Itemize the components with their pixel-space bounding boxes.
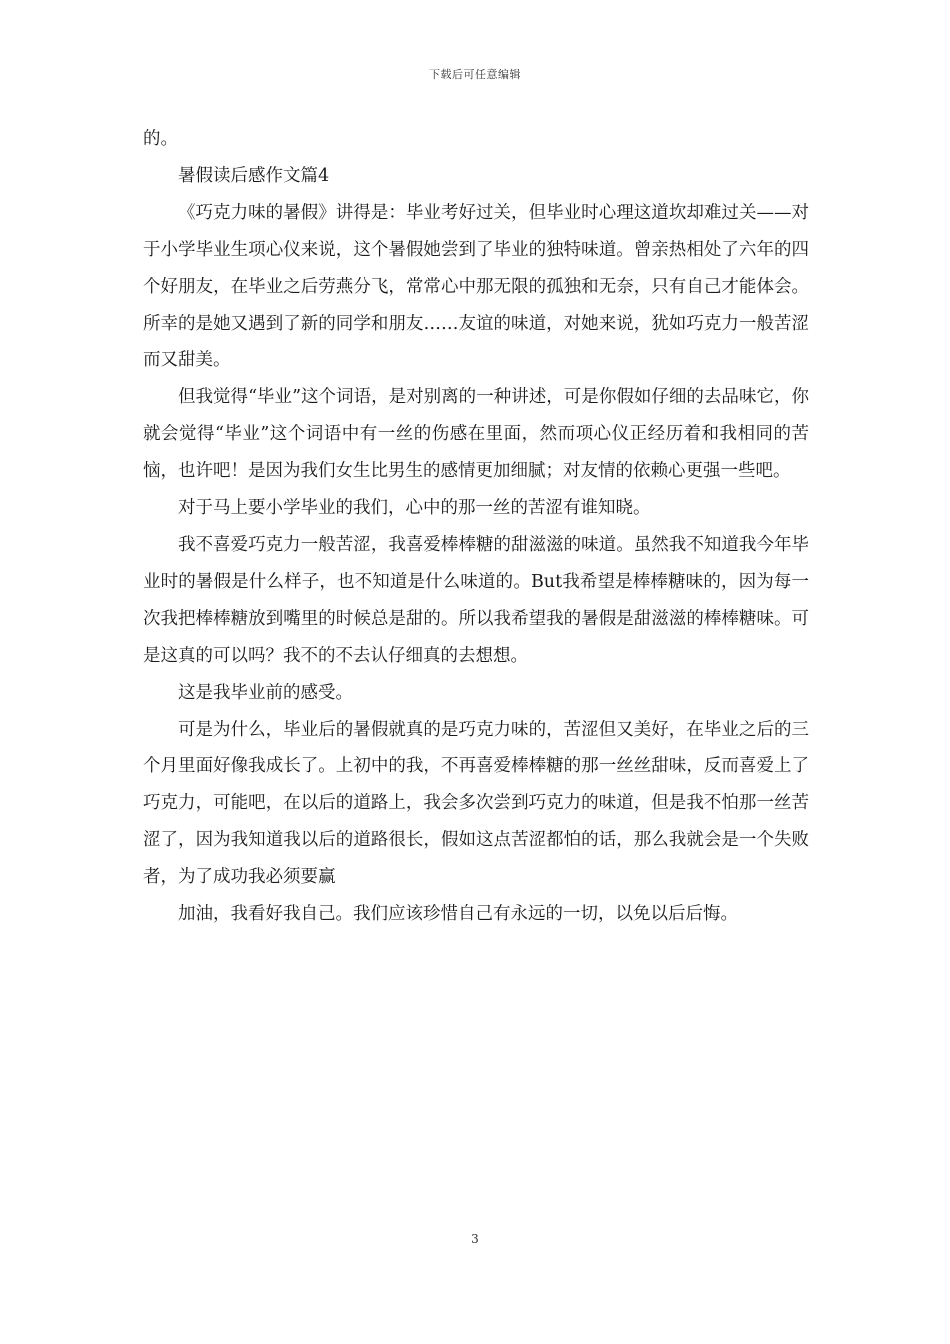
page-number: 3 [471,1232,479,1246]
document-body [143,121,809,933]
section-title: 暑假读后感作文篇4 [178,165,330,186]
paragraph-6: 可是为什么，毕业后的暑假就真的是巧克力味的，苦涩但又美好，在毕业之后的三个月里面好像我成长了。上初中的我，不再喜爱棒棒糖的那一丝丝甜味，反而喜爱上了巧克力，可能吧，在以后的道路上，我会多次尝到巧克力的味道，但是我不怕那一丝苦涩了，因为我知道我以后的道路很长，假如这点苦涩都怕的话，那么我就会是一个失败者，为了成功我必须要赢 [143,719,809,888]
paragraph-2: 但我觉得“毕业”这个词语，是对别离的一种讲述，可是你假如仔细的去品味它，你就会觉得“毕业”这个词语中有一丝的伤感在里面，然而项心仪正经历着和我相同的苦恼，也许吧！是因为我们女生比男生的感情更加细腻；对友情的依赖心更强一些吧。 [143,387,809,482]
paragraph-4: 我不喜爱巧克力一般苦涩，我喜爱棒棒糖的甜滋滋的味道。虽然我不知道我今年毕业时的暑假是什么样子，也不知道是什么味道的。But我希望是棒棒糖味的，因为每一次我把棒棒糖放到嘴里的时候总是甜的。所以我希望我的暑假是甜滋滋的棒棒糖味。可是这真的可以吗？我不的不去认仔细真的去想想。 [143,534,809,666]
paragraph-5: 这是我毕业前的感受。 [178,682,353,703]
page-header-note: 下载后可任意编辑 [429,68,521,81]
paragraph-1: 《巧克力味的暑假》讲得是：毕业考好过关，但毕业时心理这道坎却难过关——对于小学毕业生项心仪来说，这个暑假她尝到了毕业的独特味道。曾亲热相处了六年的四个好朋友，在毕业之后劳燕分飞，常常心中那无限的孤独和无奈，只有自己才能体会。所幸的是她又遇到了新的同学和朋友……友谊的味道，对她来说，犹如巧克力一般苦涩而又甜美。 [143,202,809,371]
paragraph-7: 加油，我看好我自己。我们应该珍惜自己有永远的一切，以免以后后悔。 [178,904,738,925]
paragraph-3: 对于马上要小学毕业的我们，心中的那一丝的苦涩有谁知晓。 [178,498,651,519]
carryover-text: 的。 [143,129,178,149]
